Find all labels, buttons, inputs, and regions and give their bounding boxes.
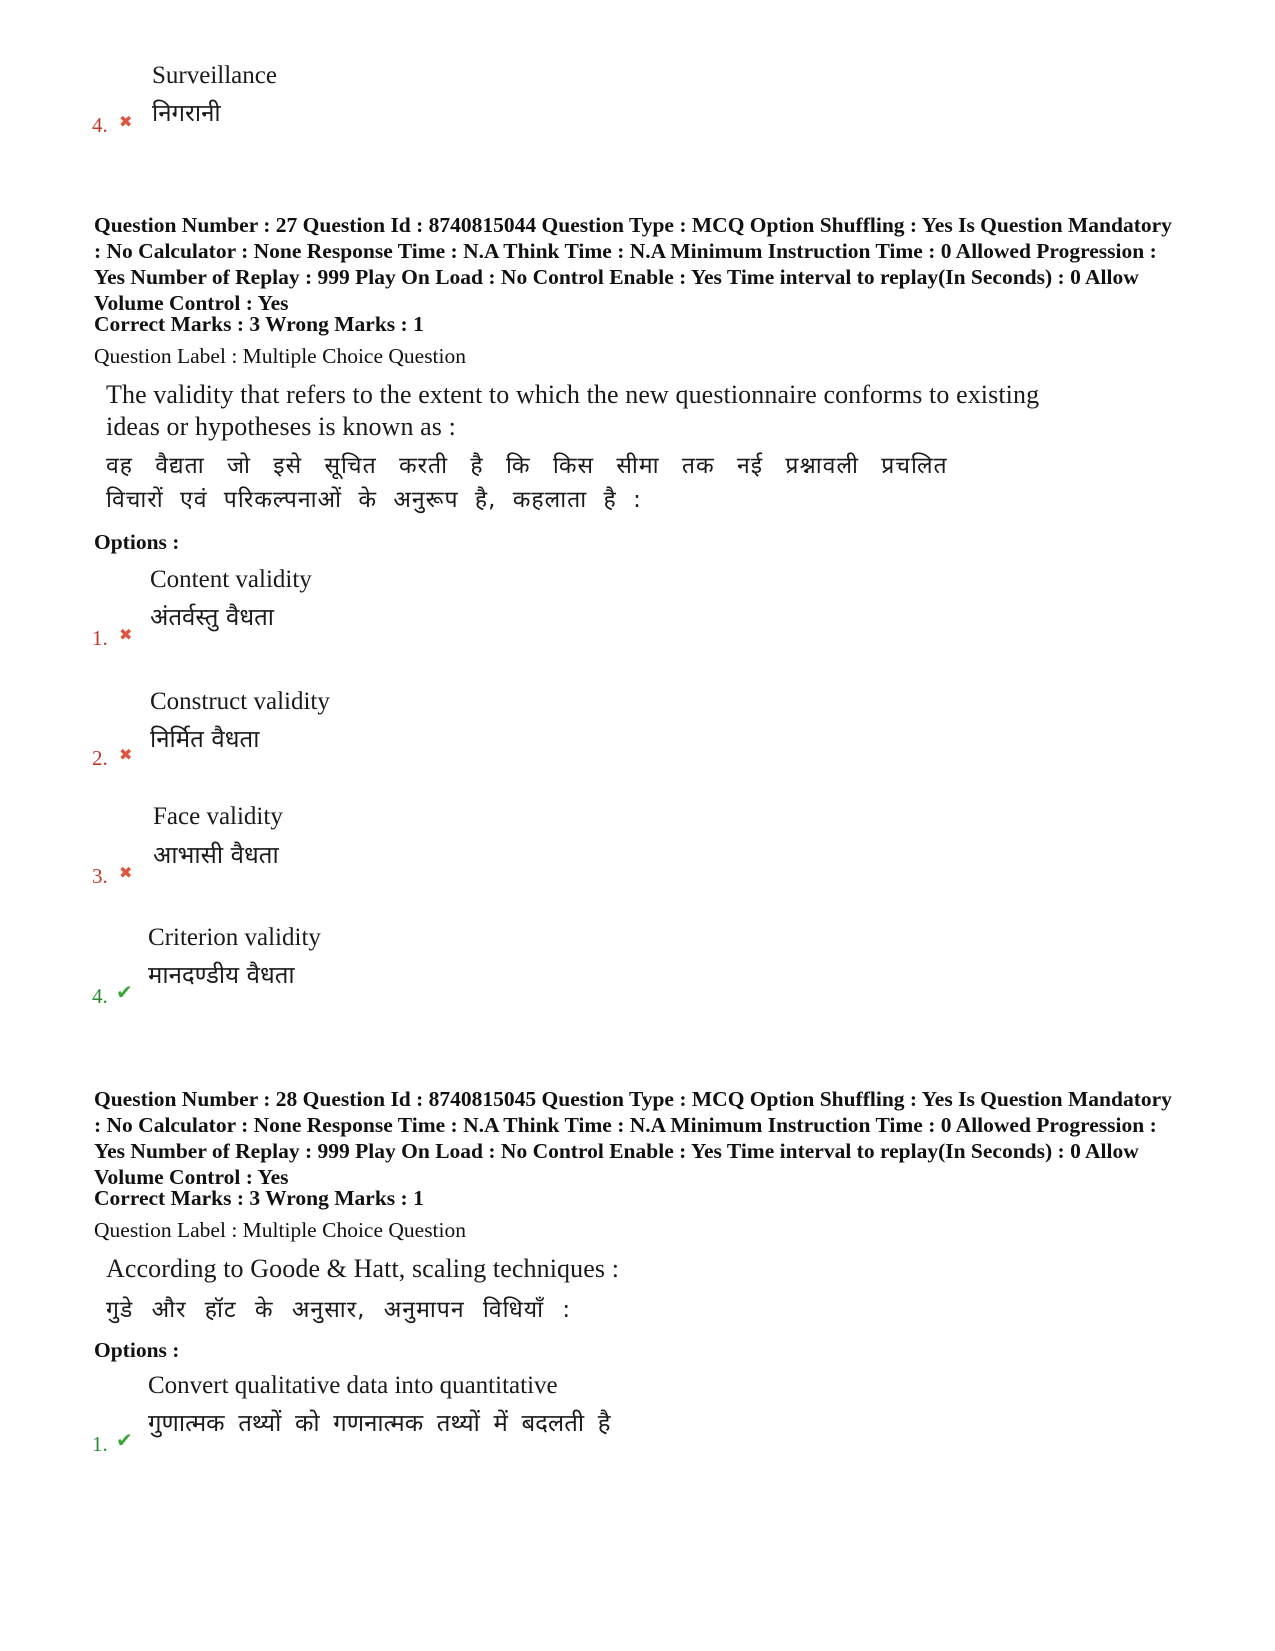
wrong-mark-icon: ✖ [119,625,133,644]
option-hi-text: गुणात्मक तथ्यों को गणनात्मक तथ्यों में बदलती है [148,1409,611,1437]
option-en-text: Construct validity [150,688,330,715]
option-hi-text: आभासी वैधता [153,841,279,869]
option-number: 4. [92,113,108,137]
option-hi-text: निगरानी [152,99,221,127]
question-text-en: ideas or hypotheses is known as : [106,412,456,441]
option-en-text: Face validity [153,803,283,830]
wrong-mark-icon: ✖ [119,863,133,882]
option-number: 2. [92,746,108,770]
option-en-text: Criterion validity [148,924,321,951]
option-number: 4. [92,984,108,1008]
wrong-mark-icon: ✖ [119,112,133,131]
question-label: Question Label : Multiple Choice Question [94,344,467,368]
question-text-hi: गुडे और हॉट के अनुसार, अनुमापन विधियाँ : [106,1297,572,1323]
question-marks: Correct Marks : 3 Wrong Marks : 1 [94,312,424,336]
options-heading: Options : [94,530,180,554]
option-hi-text: मानदण्डीय वैधता [148,961,295,989]
check-mark-icon: ✔ [116,1428,133,1452]
option-hi-text: निर्मित वैधता [150,725,260,753]
question-meta: Question Number : 27 Question Id : 8740815044 Question Type : MCQ Option Shuffling : Yes Is Question Mandatory : No Calculator : None Response Time : N.A Think Time : N.A Minimum Instruction Time : 0 Allowed Progression : Yes Number of Replay : 999 Play On Load : No Control Enable : Yes Time interval to replay(In Seconds) : 0 Allow Volume Control : Yes [94,213,1172,315]
question-meta: Question Number : 28 Question Id : 8740815045 Question Type : MCQ Option Shuffling : Yes Is Question Mandatory : No Calculator : None Response Time : N.A Think Time : N.A Minimum Instruction Time : 0 Allowed Progression : Yes Number of Replay : 999 Play On Load : No Control Enable : Yes Time interval to replay(In Seconds) : 0 Allow Volume Control : Yes [94,1087,1172,1189]
options-heading: Options : [94,1338,180,1362]
question-label: Question Label : Multiple Choice Question [94,1218,467,1242]
question-text-hi: वह वैद्यता जो इसे सूचित करती है कि किस सीमा तक नई प्रश्नावली प्रचलित [106,453,948,479]
question-text-hi: विचारों एवं परिकल्पनाओं के अनुरूप है, कहलाता है : [106,487,642,513]
option-number: 1. [92,1432,108,1456]
wrong-mark-icon: ✖ [119,745,133,764]
question-marks: Correct Marks : 3 Wrong Marks : 1 [94,1186,424,1210]
question-text-en: The validity that refers to the extent to which the new questionnaire conforms to existing [106,380,1040,409]
question-text-en: According to Goode & Hatt, scaling techniques : [106,1254,620,1283]
option-en-text: Content validity [150,566,312,593]
option-en-text: Convert qualitative data into quantitative [148,1372,558,1399]
option-number: 1. [92,626,108,650]
option-hi-text: अंतर्वस्तु वैधता [150,603,275,631]
check-mark-icon: ✔ [116,980,133,1004]
option-number: 3. [92,864,108,888]
option-en-text: Surveillance [152,62,277,89]
